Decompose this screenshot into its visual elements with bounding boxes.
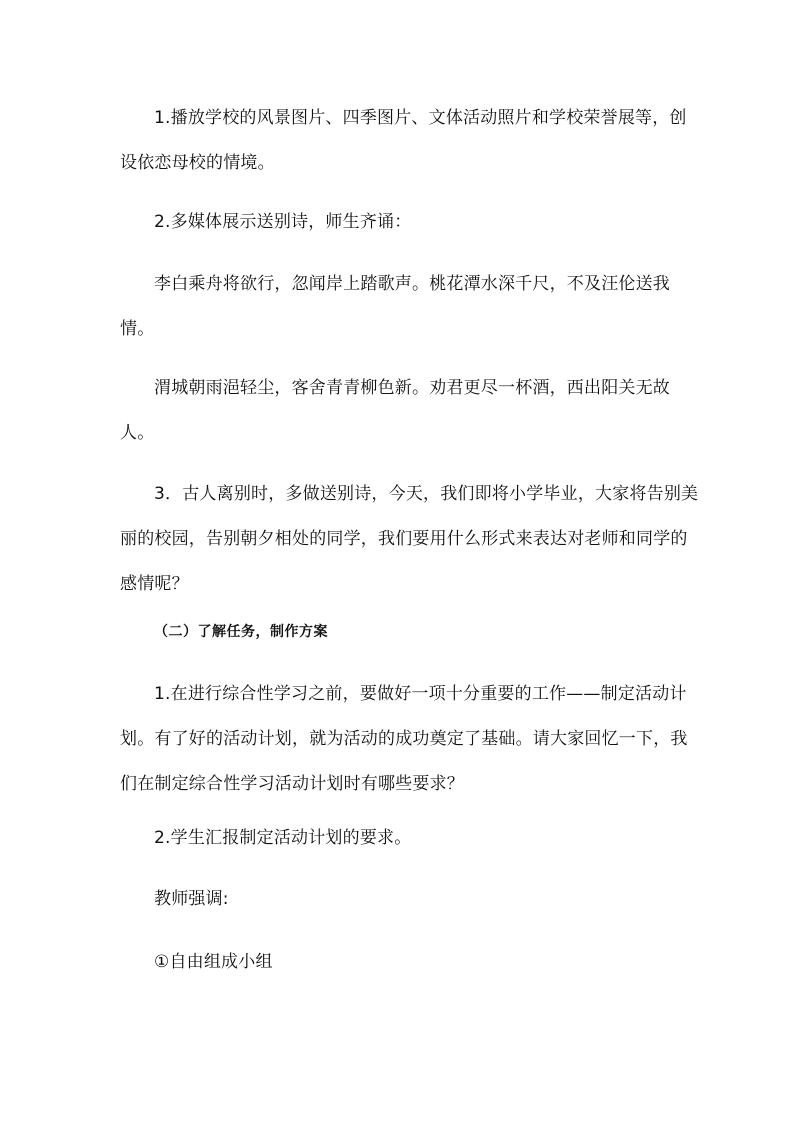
paragraph-activity-plan: 1.在进行综合性学习之前，要做好一项十分重要的工作——制定活动计划。有了好的活动计划，就为活动的成功奠定了基础。请大家回忆一下，我们在制定综合性学习活动计划时有哪些要求？ [120, 684, 688, 794]
paragraph-multimedia-poem: 2.多媒体展示送别诗，师生齐诵： [154, 212, 412, 232]
paragraph-teacher-emphasis: 教师强调: [154, 889, 229, 909]
paragraph-student-report: 2.学生汇报制定活动计划的要求。 [154, 828, 412, 848]
section-heading: （二）了解任务，制作方案 [154, 624, 328, 640]
list-item-free-groups: ①自由组成小组 [154, 952, 273, 972]
paragraph-farewell-question: 3．古人离别时，多做送别诗，今天，我们即将小学毕业，大家将告别美丽的校园，告别朝夕相处的同学，我们要用什么形式来表达对老师和同学的感情呢？ [120, 484, 699, 594]
poem-li-bai: 李白乘舟将欲行，忽闻岸上踏歌声。桃花潭水深千尺，不及汪伦送我情。 [120, 274, 670, 339]
poem-wang-wei: 渭城朝雨浥轻尘，客舍青青柳色新。劝君更尽一杯酒，西出阳关无故人。 [120, 378, 670, 443]
paragraph-intro-activity: 1.播放学校的风景图片、四季图片、文体活动照片和学校荣誉展等，创设依恋母校的情境。 [120, 108, 687, 173]
